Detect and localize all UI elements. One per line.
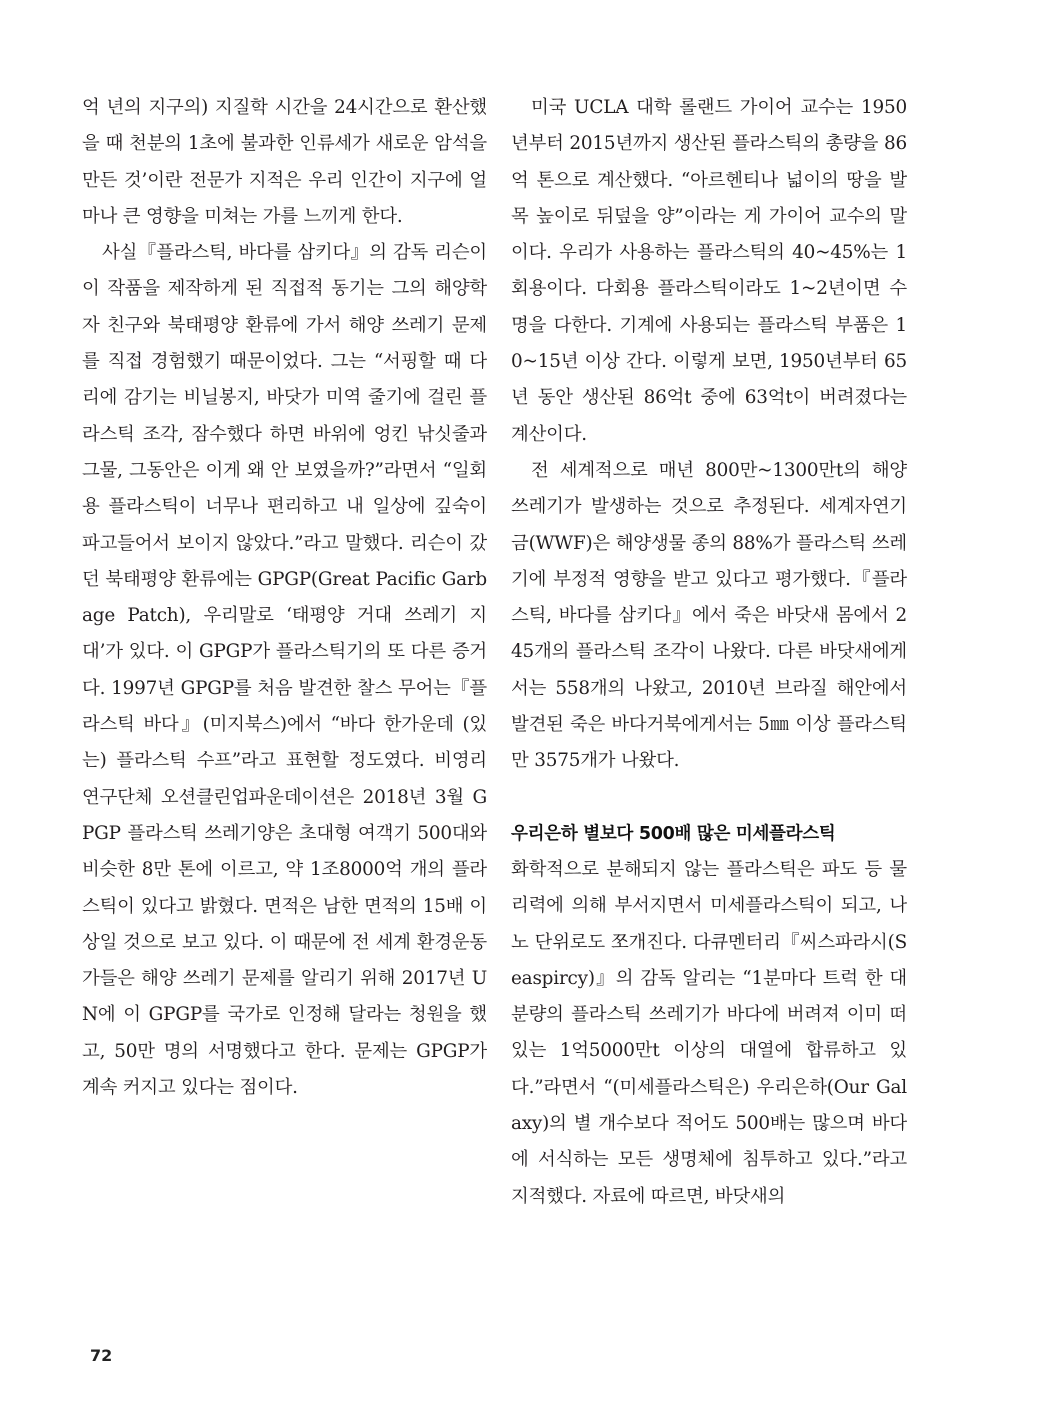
- body-paragraph: 사실『플라스틱, 바다를 삼키다』의 감독 리슨이 이 작품을 제작하게 된 직접적 동기는 그의 해양학자 친구와 북태평양 환류에 가서 해양 쓰레기 문제를 직접 경험했기 때문이었다. 그는 “서핑할 때 다리에 감기는 비닐봉지, 바닷가 미역 줄기에 걸린 플라스틱 조각, 잠수했다 하면 바위에 엉킨 낚싯줄과 그물, 그동안은 이게 왜 안 보였을까?”라면서 “일회용 플라스틱이 너무나 편리하고 내 일상에 깊숙이 파고들어서 보이지 않았다.”라고 말했다. 리슨이 갔던 북태평양 환류에는 GPGP(Great Pacific Garbage Patch), 우리말로 ‘태평양 거대 쓰레기 지대’가 있다. 이 GPGP가 플라스틱기의 또 다른 증거다. 1997년 GPGP를 처음 발견한 찰스 무어는『플라스틱 바다』(미지북스)에서 “바다 한가운데 (있는) 플라스틱 수프”라고 표현할 정도였다. 비영리 연구단체 오션클린업파운데이션은 2018년 3월 GPGP 플라스틱 쓰레기양은 초대형 여객기 500대와 비슷한 8만 톤에 이르고, 약 1조8000억 개의 플라스틱이 있다고 밝혔다. 면적은 남한 면적의 15배 이상일 것으로 보고 있다. 이 때문에 전 세계 환경운동가들은 해양 쓰레기 문제를 알리기 위해 2017년 UN에 이 GPGP를 국가로 인정해 달라는 청원을 했고, 50만 명의 서명했다고 한다. 문제는 GPGP가 계속 커지고 있다는 점이다.: [82, 242, 487, 1099]
- right-column: [511, 90, 907, 1215]
- body-paragraph: 전 세계적으로 매년 800만~1300만t의 해양 쓰레기가 발생하는 것으로 추정된다. 세계자연기금(WWF)은 해양생물 종의 88%가 플라스틱 쓰레기에 부정적 영향을 받고 있다고 평가했다.『플라스틱, 바다를 삼키다』에서 죽은 바닷새 몸에서 245개의 플라스틱 조각이 나왔다. 다른 바닷새에게서는 558개의 나왔고, 2010년 브라질 해안에서 발견된 죽은 바다거북에게서는 5㎜ 이상 플라스틱만 3575개가 나왔다.: [511, 459, 907, 772]
- body-paragraph: 억 년의 지구의) 지질학 시간을 24시간으로 환산했을 때 천분의 1초에 불과한 인류세가 새로운 암석을 만든 것’이란 전문가 지적은 우리 인간이 지구에 얼마나 큰 영향을 미쳐는 가를 느끼게 한다.: [82, 97, 487, 227]
- page-number: 72: [90, 1346, 113, 1365]
- body-paragraph: 화학적으로 분해되지 않는 플라스틱은 파도 등 물리력에 의해 부서지면서 미세플라스틱이 되고, 나노 단위로도 쪼개진다. 다큐멘터리『씨스파라시(Seaspircy)』의 감독 알리는 “1분마다 트럭 한 대 분량의 플라스틱 쓰레기가 바다에 버려져 이미 떠 있는 1억5000만t 이상의 대열에 합류하고 있다.”라면서 “(미세플라스틱은) 우리은하(Our Galaxy)의 별 개수보다 적어도 500배는 많으며 바다에 서식하는 모든 생명체에 침투하고 있다.”라고 지적했다. 자료에 따르면, 바닷새의: [511, 858, 907, 1207]
- body-paragraph: 미국 UCLA 대학 롤랜드 가이어 교수는 1950년부터 2015년까지 생산된 플라스틱의 총량을 86억 톤으로 계산했다. “아르헨티나 넓이의 땅을 발목 높이로 뒤덮을 양”이라는 게 가이어 교수의 말이다. 우리가 사용하는 플라스틱의 40~45%는 1회용이다. 다회용 플라스틱이라도 1~2년이면 수명을 다한다. 기계에 사용되는 플라스틱 부품은 10~15년 이상 간다. 이렇게 보면, 1950년부터 65년 동안 생산된 86억t 중에 63억t이 버려졌다는 계산이다.: [511, 97, 907, 445]
- section-heading: 우리은하 별보다 500배 많은 미세플라스틱: [511, 823, 836, 844]
- left-column: [82, 90, 487, 1106]
